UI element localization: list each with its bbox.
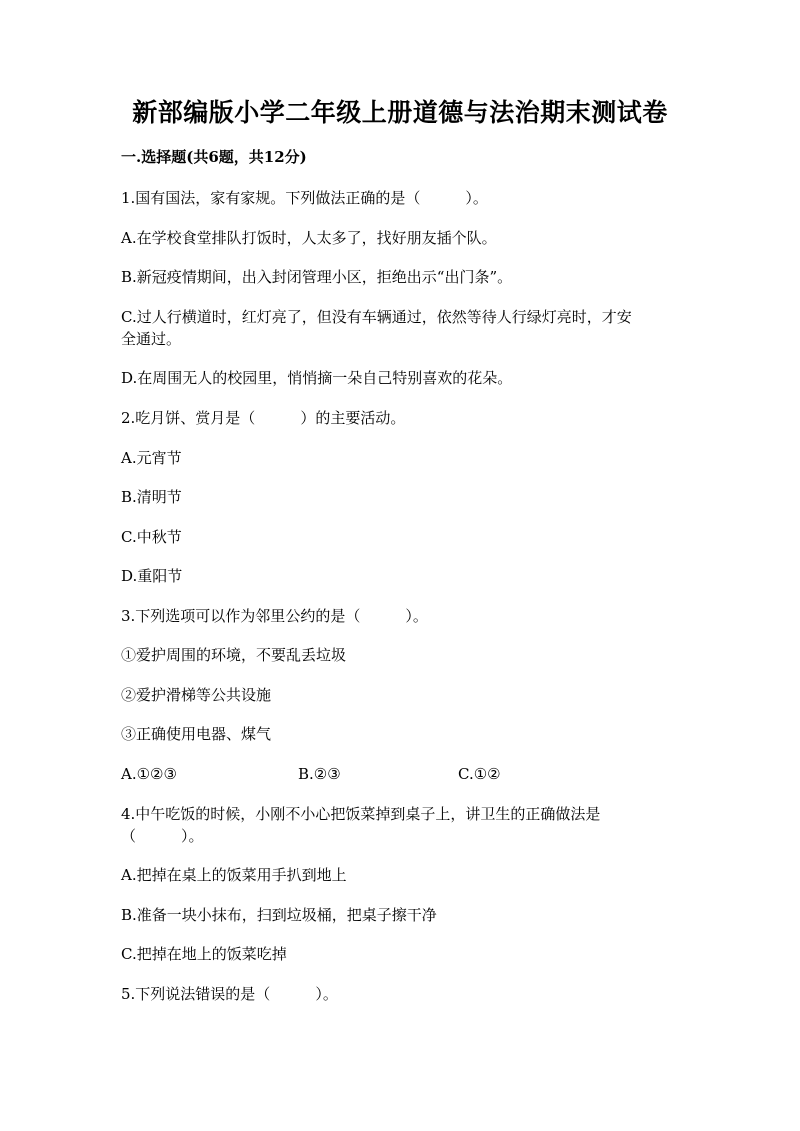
q4-stem-line2: （ ）。 — [121, 827, 204, 845]
q3-statement-3: ③正确使用电器、煤气 — [121, 725, 272, 743]
q1-option-d: D.在周围无人的校园里，悄悄摘一朵自己特别喜欢的花朵。 — [121, 369, 513, 387]
q4-option-a: A.把掉在桌上的饭菜用手扒到地上 — [121, 866, 347, 884]
q2-stem: 2.吃月饼、赏月是（ ）的主要活动。 — [121, 409, 406, 427]
q1-stem: 1.国有国法，家有家规。下列做法正确的是（ ）。 — [121, 189, 488, 207]
q3-stem: 3.下列选项可以作为邻里公约的是（ ）。 — [121, 607, 428, 625]
q2-option-b: B.清明节 — [121, 488, 182, 506]
q2-option-d: D.重阳节 — [121, 567, 183, 585]
q3-statement-1: ①爱护周围的环境，不要乱丢垃圾 — [121, 646, 347, 664]
q1-option-c-line2: 全通过。 — [121, 330, 182, 348]
q5-stem: 5.下列说法错误的是（ ）。 — [121, 985, 338, 1003]
section-heading: 一.选择题(共6题，共12分) — [121, 148, 307, 166]
q1-option-c-line1: C.过人行横道时，红灯亮了，但没有车辆通过，依然等待人行绿灯亮时，才安 — [121, 308, 632, 326]
q2-option-a: A.元宵节 — [121, 449, 182, 467]
q3-option-b: B.②③ — [298, 765, 341, 783]
q2-option-c: C.中秋节 — [121, 528, 182, 546]
q3-option-c: C.①② — [458, 765, 501, 783]
page-title: 新部编版小学二年级上册道德与法治期末测试卷 — [132, 98, 668, 127]
q1-option-a: A.在学校食堂排队打饭时，人太多了，找好朋友插个队。 — [121, 229, 497, 247]
q4-stem-line1: 4.中午吃饭的时候，小刚不小心把饭菜掉到桌子上，讲卫生的正确做法是 — [121, 805, 601, 823]
q3-statement-2: ②爱护滑梯等公共设施 — [121, 686, 272, 704]
q3-option-a: A.①②③ — [121, 765, 177, 783]
q1-option-b: B.新冠疫情期间，出入封闭管理小区，拒绝出示“出门条”。 — [121, 268, 513, 286]
q4-option-c: C.把掉在地上的饭菜吃掉 — [121, 945, 287, 963]
q4-option-b: B.准备一块小抹布，扫到垃圾桶，把桌子擦干净 — [121, 906, 437, 924]
